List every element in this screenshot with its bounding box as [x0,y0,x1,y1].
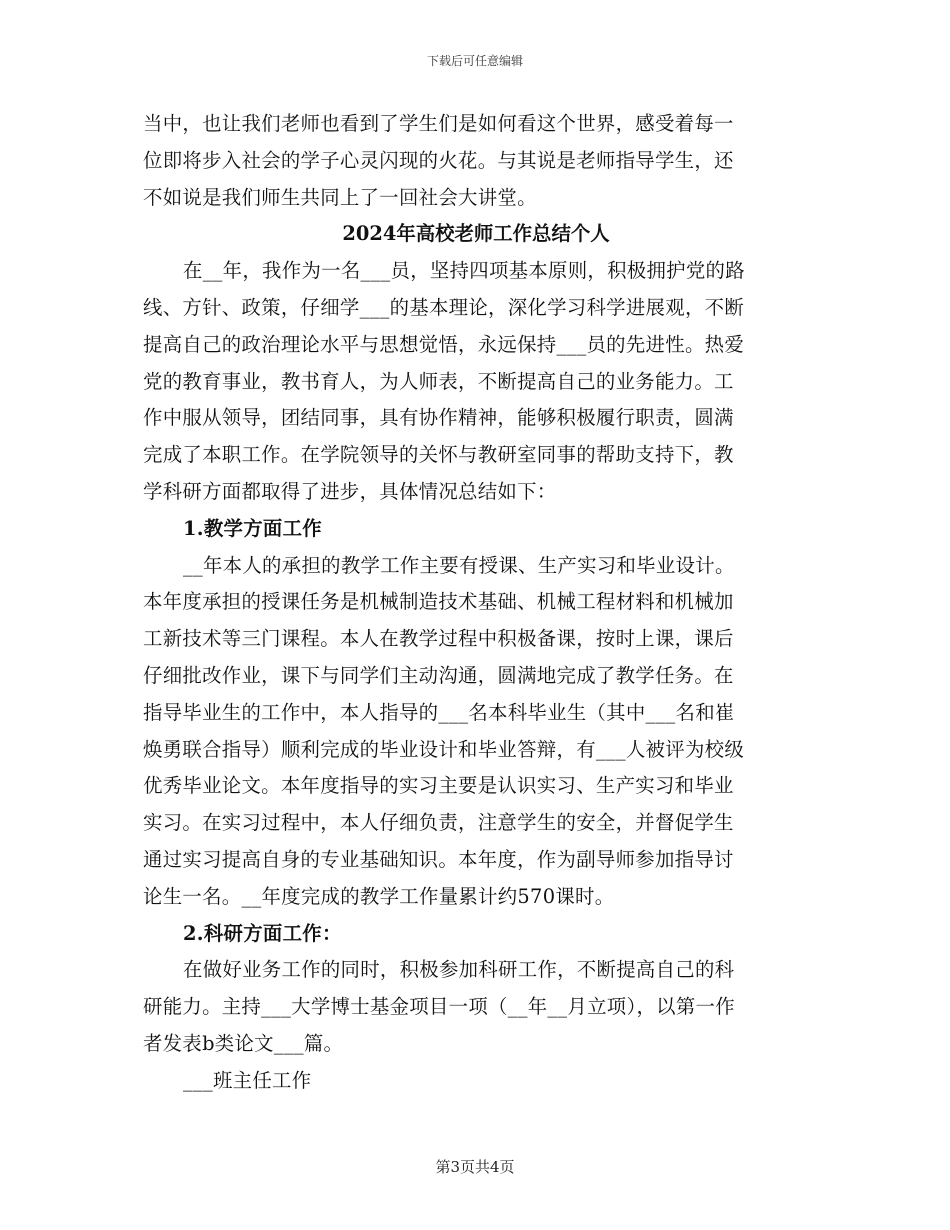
body-line: 者发表b类论文___篇。 [143,1031,344,1055]
section-heading-research: 2.科研方面工作： [183,921,342,945]
body-line: 论生一名。__年度完成的教学工作量累计约570课时。 [143,884,615,908]
body-line: 指导毕业生的工作中，本人指导的___名本科毕业生（其中___名和崔 [143,700,735,724]
document-body [143,106,807,1100]
body-line: __年本人的承担的教学工作主要有授课、生产实习和毕业设计。 [183,553,735,577]
body-line: 位即将步入社会的学子心灵闪现的火花。与其说是老师指导学生，还 [143,148,734,172]
body-line: 线、方针、政策，仔细学___的基本理论，深化学习科学进展观，不断 [143,295,745,319]
body-line: 不如说是我们师生共同上了一回社会大讲堂。 [143,185,537,209]
body-line: 在__年，我作为一名___员，坚持四项基本原则，积极拥护党的路 [183,259,745,283]
page-number-footer: 第3页共4页 [435,1158,515,1176]
section-heading-teaching: 1.教学方面工作 [183,516,322,540]
body-line: 实习。在实习过程中，本人仔细负责，注意学生的安全，并督促学生 [143,811,734,835]
body-line: 优秀毕业论文。本年度指导的实习主要是认识实习、生产实习和毕业 [143,774,734,798]
body-line: 学科研方面都取得了进步，具体情况总结如下： [143,479,557,503]
body-line: 仔细批改作业，课下与同学们主动沟通，圆满地完成了教学任务。在 [143,663,734,687]
body-line: 党的教育事业，教书育人，为人师表，不断提高自己的业务能力。工 [143,369,734,393]
body-line: 当中，也让我们老师也看到了学生们是如何看这个世界，感受着每一 [143,112,734,135]
body-line: 本年度承担的授课任务是机械制造技术基础、机械工程材料和机械加 [143,590,734,614]
body-line: 提高自己的政治理论水平与思想觉悟，永远保持___员的先进性。热爱 [143,332,745,356]
body-line: 在做好业务工作的同时，积极参加科研工作，不断提高自己的科 [183,958,735,982]
body-line: 焕勇联合指导）顺利完成的毕业设计和毕业答辩，有___人被评为校级 [143,737,745,761]
document-title: 2024年高校老师工作总结个人 [342,222,610,246]
section-heading-class-teacher: ___班主任工作 [183,1068,312,1092]
body-line: 工新技术等三门课程。本人在教学过程中积极备课，按时上课，课后 [143,627,734,651]
body-line: 作中服从领导，团结同事，具有协作精神，能够积极履行职责，圆满 [143,406,734,430]
body-line: 研能力。主持___大学博士基金项目一项（__年__月立项），以第一作 [143,995,735,1019]
body-line: 完成了本职工作。在学院领导的关怀与教研室同事的帮助支持下，教 [143,443,734,467]
page-header-note: 下载后可任意编辑 [426,54,523,68]
body-line: 通过实习提高自身的专业基础知识。本年度，作为副导师参加指导讨 [143,847,734,871]
